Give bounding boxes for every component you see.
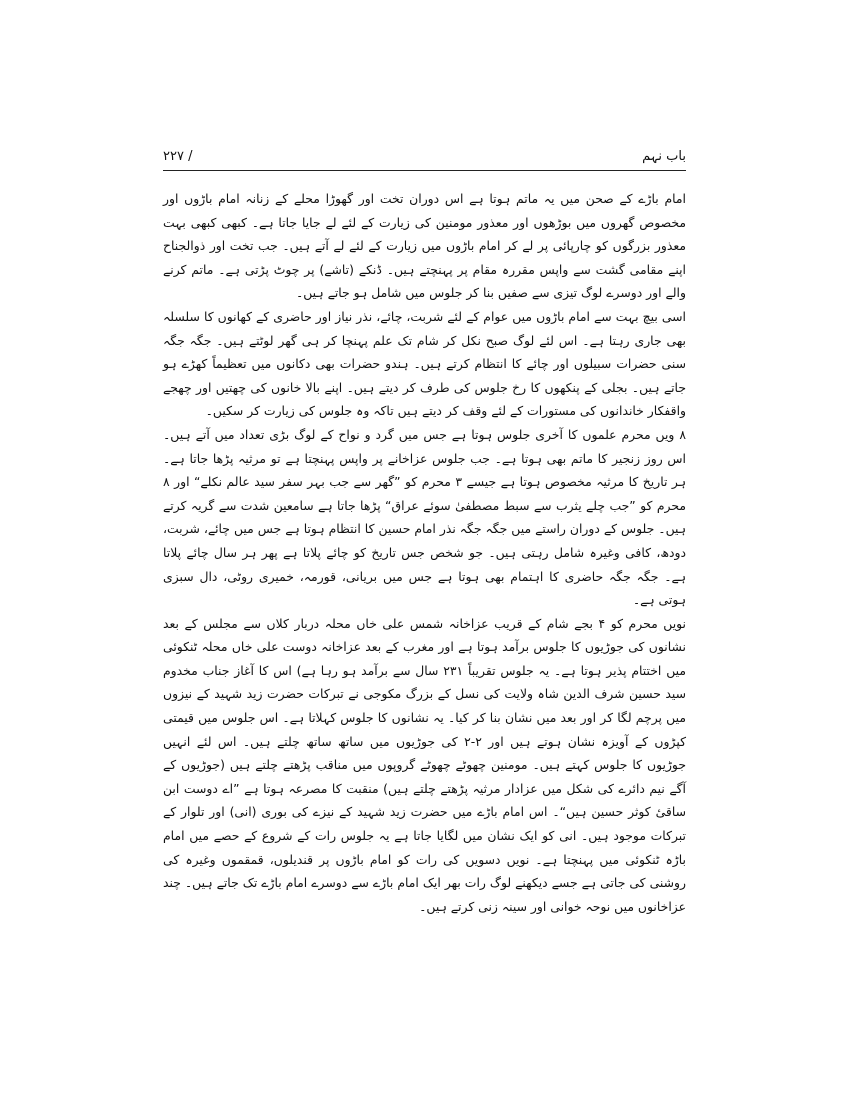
main-text	[163, 187, 686, 918]
page-number: / ۲۲۷	[163, 149, 193, 164]
running-header	[163, 147, 686, 167]
paragraph-ninth-muharram: نویں محرم کو ۴ بجے شام کے قریب عزاخانہ شمس علی خاں محلہ دربار کلاں سے مجلس کے بعد نشانوں کی جوڑیوں کا جلوس برآمد ہوتا ہے اور مغرب کے بعد عزاخانہ دوست علی خاں محلہ ٹنکوئی میں اختتام پذیر ہوتا ہے۔ یہ جلوس تقریباً ۲۳۱ سال سے برآمد ہو رہا ہے) اس کا آغاز جناب مخدوم سید حسین شرف الدین شاہ ولایت کی نسل کے بزرگ مکوجی نے تبرکات حضرت زید شہید کے نیزوں میں پرچم لگا کر اور بعد میں نشان بنا کر کیا۔ یہ نشانوں کا جلوس کہلاتا ہے۔ اس جلوس میں قیمتی کپڑوں کے آویزہ نشان ہوتے ہیں اور ۲-۲ کی جوڑیوں میں ساتھ ساتھ چلتے ہیں۔ اس لئے انہیں جوڑیوں کا جلوس کہتے ہیں۔ مومنین چھوٹے چھوٹے گروپوں میں مناقب پڑھتے چلتے ہیں (جوڑیوں کے آگے نیم دائرے کی شکل میں عزادار مرثیہ پڑھتے چلتے ہیں) منقبت کا مصرعہ ہوتا ہے ”اے دوست ابن ساقیٔ کوثر حسین ہیں“۔ اس امام باڑے میں حضرت زید شہید کے نیزے کی بوری (انی) اور تلوار کے تبرکات موجود ہیں۔ انی کو ایک نشان میں لگایا جاتا ہے یہ جلوس رات کے شروع کے حصے میں امام باڑہ ٹنکوئی میں پہنچتا ہے۔ نویں دسویں کی رات کو امام باڑوں پر قندیلوں، قمقموں وغیرہ کی روشنی کی جاتی ہے جسے دیکھنے لوگ رات بھر ایک امام باڑے سے دوسرے امام باڑے تک جاتے ہیں۔ چند عزاخانوں میں نوحہ خوانی اور سینہ زنی کرتے ہیں۔	[163, 615, 686, 914]
chapter-title: باب نہم	[642, 149, 686, 164]
paragraph-refreshments: اسی بیچ بہت سے امام باڑوں میں عوام کے لئے شربت، چائے، نذر نیاز اور حاضری کے کھانوں کا سلسلہ بھی جاری رہتا ہے۔ اس لئے لوگ صبح نکل کر شام تک علم پہنچا کر ہی گھر لوٹتے ہیں۔ جگہ جگہ سنی حضرات سبیلوں اور چائے کا انتظام کرتے ہیں۔ ہندو حضرات بھی دکانوں میں تعظیماً کھڑے ہو جاتے ہیں۔ بجلی کے پنکھوں کا رخ جلوس کی طرف کر دیتے ہیں۔ اپنے بالا خانوں کی چھتیں اور چھجے واقفکار خاندانوں کی مستورات کے لئے وقف کر دیتے ہیں تاکہ وہ جلوس کی زیارت کر سکیں۔	[163, 308, 686, 419]
header-divider	[163, 170, 686, 171]
paragraph-procession-courtyard: امام باڑے کے صحن میں یہ ماتم ہوتا ہے اس دوران تخت اور گھوڑا محلے کے زنانہ امام باڑوں اور مخصوص گھروں میں بوڑھوں اور معذور مومنین کی زیارت کے لئے لے جایا جاتا ہے۔ کبھی کبھی بہت معذور بزرگوں کو چارپائی پر لے کر امام باڑوں میں زیارت کے لئے لے آتے ہیں۔ جب تخت اور ذوالجناح اپنے مقامی گشت سے واپس مقررہ مقام پر پہنچتے ہیں۔ ڈنکے (تاشے) پر چوٹ پڑتی ہے۔ ماتم کرنے والے اور دوسرے لوگ تیزی سے صفیں بنا کر جلوس میں شامل ہو جاتے ہیں۔	[163, 191, 686, 301]
paragraph-eighth-muharram: ۸ ویں محرم علموں کا آخری جلوس ہوتا ہے جس میں گرد و نواح کے لوگ بڑی تعداد میں آتے ہیں۔ اس روز زنجیر کا ماتم بھی ہوتا ہے۔ جب جلوس عزاخانے پر واپس پہنچتا ہے تو مرثیہ پڑھا جاتا ہے۔ ہر تاریخ کا مرثیہ مخصوص ہوتا ہے جیسے ۳ محرم کو ”گھر سے جب بہر سفر سید عالم نکلے“ اور ۸ محرم کو ”جب چلے یثرب سے سبط مصطفیٰ سوئے عراق“ پڑھا جاتا ہے سامعین شدت سے گریہ کرتے ہیں۔ جلوس کے دوران راستے میں جگہ جگہ نذر امام حسین کا انتظام ہوتا ہے جس میں چائے، شربت، دودھ، کافی وغیرہ شامل رہتی ہیں۔ جو شخص جس تاریخ کو چائے پلاتا ہے پھر ہر سال چائے پلاتا ہے۔ جگہ جگہ حاضری کا اہتمام بھی ہوتا ہے جس میں بریانی، قورمہ، خمیری روٹی، دال سبزی ہوتی ہے۔	[163, 426, 686, 608]
